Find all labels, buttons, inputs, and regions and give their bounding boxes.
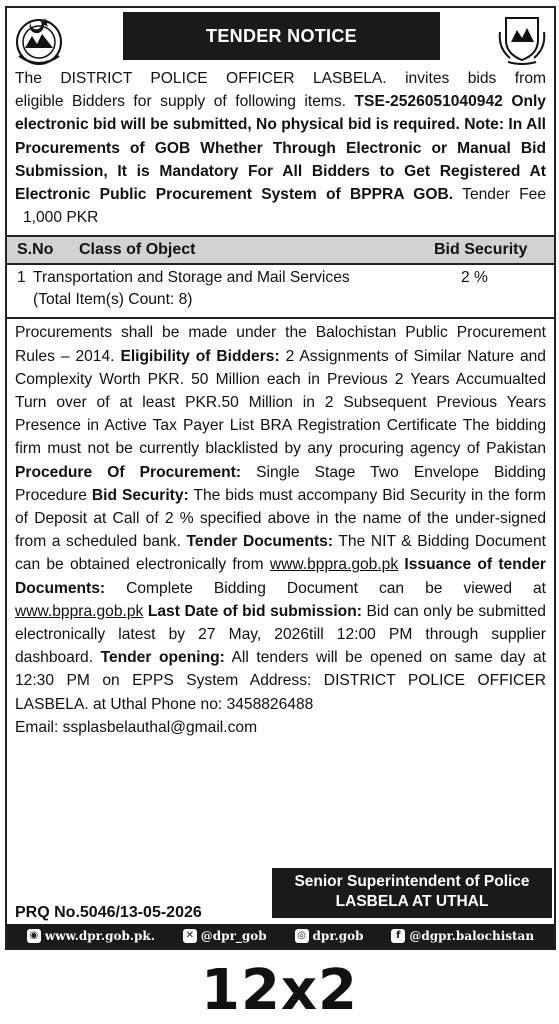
bid-security-label: Bid Security: [91, 486, 189, 504]
fee-label: Tender Fee [462, 186, 546, 204]
website-text: www.dpr.gob.pk. [44, 929, 155, 943]
notice-header [7, 8, 554, 70]
row-security: 2 % [461, 269, 488, 287]
row-object-name: Transportation and Storage and Mail Services [33, 269, 350, 287]
terms-paragraph [7, 321, 554, 739]
bppra-link[interactable]: www.bppra.gob.pk [269, 556, 399, 574]
intro-line1: The DISTRICT POLICE OFFICER LASBELA. invites bids from [15, 70, 546, 87]
row-item-count: (Total Item(s) Count: 8) [33, 291, 193, 309]
header-sno: S.No [17, 241, 54, 259]
globe-icon: ◉ [27, 929, 41, 943]
bid-security-text: The bids must accompany Bid Security in the form of Deposit at Call of 2 % specified above in the name of the under-signed from a scheduled bank. [15, 486, 546, 551]
tse-number: TSE-2526051040942 [354, 93, 503, 111]
officer-title: Senior Superintendent of Police [294, 873, 530, 890]
officer-place: LASBELA AT UTHAL [335, 893, 489, 910]
procurement-rules: Procurements shall be made under the Balochistan Public Procurement Rules – 2014. [15, 324, 546, 365]
email-address: ssplasbelauthal@gmail.com [62, 718, 258, 736]
facebook-icon: f [391, 929, 405, 943]
twitter-handle: @dpr_gob [200, 929, 267, 943]
table-row [7, 265, 554, 311]
social-website[interactable] [27, 929, 155, 943]
row-sno: 1 [17, 269, 26, 287]
dpr-emblem-logo-icon [494, 12, 550, 66]
social-twitter[interactable] [183, 929, 267, 943]
intro-paragraph [7, 67, 554, 229]
tender-opening-label: Tender opening: [100, 649, 225, 667]
last-date-text: Bid can only be submitted electronically latest by 27 May, 2026till 12:00 PM through supplier dashboard. [15, 602, 546, 667]
social-instagram[interactable] [295, 929, 364, 943]
twitter-icon: ✕ [183, 929, 197, 943]
intro-line2: eligible Bidders for supply of following items. [15, 93, 347, 111]
notice-footer [7, 866, 554, 924]
fee-value: 1,000 PKR [23, 209, 99, 227]
phone-label: Phone no: [151, 695, 223, 713]
row-object [33, 267, 461, 311]
social-facebook[interactable] [391, 929, 534, 943]
phone-number: 3458826488 [226, 695, 314, 713]
tender-documents-text: The NIT & Bidding Document can be obtained electronically from [15, 533, 546, 574]
facebook-handle: @dgpr.balochistan [409, 929, 535, 943]
tender-opening-text: All tenders will be opened on same day at 12:30 PM on EPPS System Address: DISTRICT POLICE OFFICER LASBELA. at Uthal [15, 649, 546, 713]
prq-number: PRQ No.5046/13-05-2026 [15, 904, 202, 921]
email-label: Email: [15, 718, 59, 736]
bppra-link-2[interactable]: www.bppra.gob.pk [15, 602, 144, 620]
procedure-label: Procedure Of Procurement: [15, 463, 242, 481]
header-bid-security: Bid Security [434, 241, 528, 259]
balochistan-govt-logo-icon [11, 12, 67, 66]
header-class: Class of Object [79, 241, 196, 259]
instagram-handle: dpr.gob [312, 929, 364, 943]
instagram-icon: ◎ [295, 929, 309, 943]
intro-bold-text: Only electronic bid will be submitted, No physical bid is required. Note: In All Procurements of GOB Whether Through Electronic or Manual Bid Submission, It is Mandatory For All Bidders to Get Registered At Electronic Public Procurement System of BPPRA GOB. [15, 93, 546, 204]
issuance-label: Issuance of tender Documents: [15, 556, 546, 597]
items-table [7, 235, 554, 319]
table-header-row [7, 237, 554, 265]
tender-documents-label: Tender Documents: [186, 533, 334, 551]
last-date-label: Last Date of bid submission: [147, 602, 362, 620]
procedure-text: Single Stage Two Envelope Bidding Procedure [15, 463, 546, 504]
notice-title: TENDER NOTICE [123, 12, 440, 60]
tender-notice-box [5, 6, 556, 950]
social-bar [7, 924, 554, 948]
table-divider [7, 311, 554, 319]
eligibility-text: 2 Assignments of Similar Nature and Complexity Worth PKR. 50 Million each in Previous 2 Years Accumualted Turn over of at least PKR.50 Million in 2 Subsequent Previous Years Presence in Active Tax Payer List BRA Registration Certificate The bidding firm must not be currently blacklisted by any procuring agency of Pakistan [15, 347, 546, 458]
issuance-text: Complete Bidding Document can be viewed at [126, 579, 546, 597]
ad-size-label: 12x2 [200, 958, 358, 1023]
officer-signature-box [272, 868, 552, 918]
eligibility-label: Eligibility of Bidders: [120, 347, 280, 365]
